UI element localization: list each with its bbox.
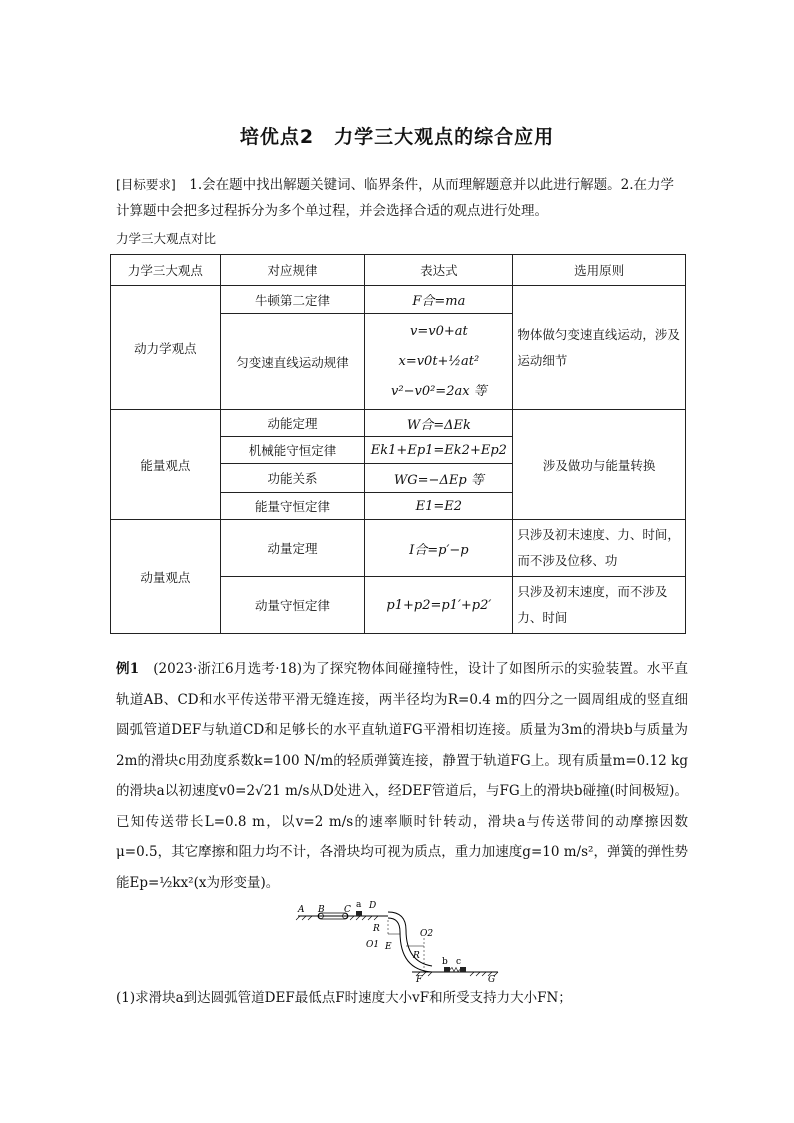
header-cell: 表达式 <box>365 255 513 286</box>
table-row <box>111 410 686 437</box>
goal-paragraph <box>116 172 686 224</box>
header-cell: 选用原则 <box>513 255 686 286</box>
goal-text: 1.会在题中找出解题关键词、临界条件，从而理解题意并以此进行解题。2.在力学计算题中会把多过程拆分为多个单过程，并会选择合适的观点进行处理。 <box>116 177 675 219</box>
expression-cell: I合=p′−p <box>365 520 513 577</box>
label-radius: R <box>413 951 420 961</box>
view-energy: 能量观点 <box>111 410 221 520</box>
page-title: 培优点2 力学三大观点的综合应用 <box>239 126 555 148</box>
expression-cell: W合=ΔEk <box>365 410 513 437</box>
expression-cell <box>365 314 513 410</box>
label-d-point: D <box>369 901 377 911</box>
law-cell: 能量守恒定律 <box>220 493 365 520</box>
law-cell: 机械能守恒定律 <box>220 437 365 464</box>
header-cell: 力学三大观点 <box>111 255 221 286</box>
label-f-point: F <box>416 975 423 982</box>
principle-cell: 涉及做功与能量转换 <box>513 410 686 520</box>
law-cell: 动量守恒定律 <box>220 577 365 634</box>
block-a <box>356 911 362 916</box>
law-cell: 匀变速直线运动规律 <box>220 314 365 410</box>
law-cell: 动量定理 <box>220 520 365 577</box>
law-cell: 动能定理 <box>220 410 365 437</box>
label-radius: R <box>373 924 380 934</box>
header-cell: 对应规律 <box>220 255 365 286</box>
principle-cell: 只涉及初末速度、力、时间，而不涉及位移、功 <box>513 520 686 577</box>
example-paragraph <box>116 654 688 898</box>
label-a-point: A <box>298 905 305 915</box>
question-1: (1)求滑块a到达圆弧管道DEF最低点F时速度大小vF和所受支持力大小FN； <box>116 990 572 1006</box>
principle-cell: 物体做匀变速直线运动，涉及运动细节 <box>513 286 686 410</box>
label-g-point: G <box>488 975 496 982</box>
example-source: (2023·浙江6月选考·18) <box>139 661 302 677</box>
label-o2: O2 <box>420 929 434 939</box>
block-c <box>460 967 466 972</box>
table-row <box>111 286 686 314</box>
label-e-point: E <box>385 942 392 952</box>
law-cell: 功能关系 <box>220 464 365 493</box>
expression-line: v²−v0²=2ax 等 <box>391 383 487 399</box>
expression-cell: WG=−ΔEp 等 <box>365 464 513 493</box>
view-dynamics: 动力学观点 <box>111 286 221 410</box>
expression-cell: p1+p2=p1′+p2′ <box>365 577 513 634</box>
table-subheading: 力学三大观点对比 <box>116 231 217 246</box>
label-block-c: c <box>456 957 462 967</box>
experiment-diagram <box>292 896 502 982</box>
principle-cell: 只涉及初末速度，而不涉及力、时间 <box>513 577 686 634</box>
example-text: 为了探究物体间碰撞特性，设计了如图所示的实验装置。水平直轨道AB、CD和水平传送带平滑无缝连接，两半径均为R=0.4 m的四分之一圆周组成的竖直细圆弧管道DEF与轨道CD和足够长的水平直轨道FG平滑相切连接。质量为3m的滑块b与质量为2m的滑块c用劲度系数k=100 N/m的轻质弹簧连接，静置于轨道FG上。现有质量m=0.12 kg的滑块a以初速度v0=2√21 m/s从D处进入，经DEF管道后，与FG上的滑块b碰撞(时间极短)。已知传送带长L=0.8 m，以v=2 m/s的速率顺时针转动，滑块a与传送带间的动摩擦因数μ=0.5，其它摩擦和阻力均不计，各滑块均可视为质点，重力加速度g=10 m/s²，弹簧的弹性势能Ep=½kx²(x为形变量)。 <box>116 661 688 891</box>
table-row <box>111 520 686 577</box>
block-b <box>444 967 450 972</box>
expression-line: v=v0+at <box>410 323 468 339</box>
expression-cell: E1=E2 <box>365 493 513 520</box>
law-cell: 牛顿第二定律 <box>220 286 365 314</box>
spring <box>450 968 460 972</box>
example-label: 例1 <box>116 661 140 677</box>
view-momentum: 动量观点 <box>111 520 221 634</box>
goal-tag: [目标要求] <box>116 177 176 192</box>
track-hatching <box>416 972 498 976</box>
label-b-point: B <box>318 905 325 915</box>
track-hatching <box>296 916 378 920</box>
comparison-table <box>110 254 686 634</box>
table-header-row <box>111 255 686 286</box>
expression-cell: Ek1+Ep1=Ek2+Ep2 <box>365 437 513 464</box>
expression-cell: F合=ma <box>365 286 513 314</box>
label-o1: O1 <box>366 940 380 950</box>
expression-line: x=v0t+½at² <box>398 353 480 369</box>
label-c-point: C <box>344 905 351 915</box>
label-block-a: a <box>356 900 362 910</box>
label-block-b: b <box>442 957 448 967</box>
